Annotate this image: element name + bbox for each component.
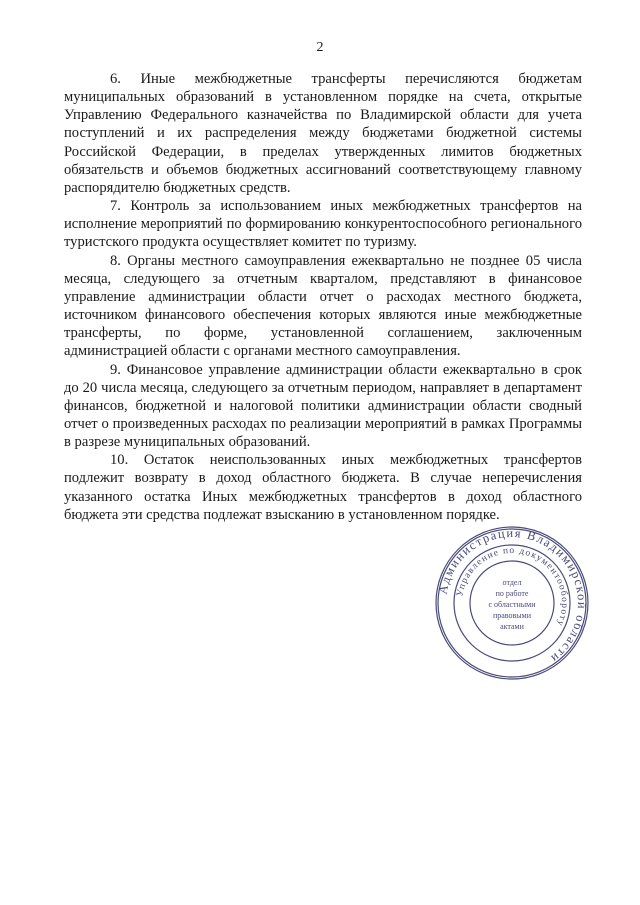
- stamp-center-line: отдел: [502, 578, 522, 587]
- stamp-center-line: правовыми: [492, 611, 532, 620]
- paragraph-7: 7. Контроль за использованием иных межбюджетных трансфертов на исполнение мероприятий по формированию конкурентоспособного регионального туристского продукта осуществляет комитет по туризму.: [64, 198, 582, 251]
- paragraph-8: 8. Органы местного самоуправления ежеквартально не позднее 05 числа месяца, следующего за отчетным кварталом, представляют в финансовое управление администрации области отчет о расходах местного бюджета, источником финансового обеспечения которых являются иные межбюджетные трансферты, по форме, установленной соглашением, заключенным администрацией области с органами местного самоуправления.: [64, 252, 582, 360]
- stamp-outer-text: Администрация Владимирской области: [435, 525, 590, 667]
- document-body: [64, 70, 582, 524]
- paragraph-9: 9. Финансовое управление администрации области ежеквартально в срок до 20 числа месяца, следующего за отчетным периодом, направляет в департамент финансов, бюджетной и налоговой политики администрации области сводный отчет о произведенных расходах по реализации мероприятий в рамках Программы в разрезе муниципальных образований.: [64, 361, 582, 451]
- paragraph-10: 10. Остаток неиспользованных иных межбюджетных трансфертов подлежит возврату в доход областного бюджета. В случае неперечисления указанного остатка Иных межбюджетных трансфертов в доход областного бюджета эти средства подлежат взысканию в установленном порядке.: [64, 452, 582, 523]
- stamp-ring-text: Управление по документообороту: [455, 545, 570, 629]
- stamp-center-line: с областными: [488, 600, 536, 609]
- stamp-center-line: по работе: [495, 589, 529, 598]
- official-stamp: [432, 523, 592, 683]
- stamp-center-line: актами: [500, 622, 524, 631]
- page-number: 2: [316, 40, 324, 55]
- paragraph-6: 6. Иные межбюджетные трансферты перечисляются бюджетам муниципальных образований в установленном порядке на счета, открытые Управлению Федерального казначейства по Владимирской области для учета поступлений и их распределения между бюджетами бюджетной системы Российской Федерации, в пределах утвержденных лимитов бюджетных обязательств и объемов бюджетных ассигнований соответствующему главному распорядителю бюджетных средств.: [64, 71, 582, 196]
